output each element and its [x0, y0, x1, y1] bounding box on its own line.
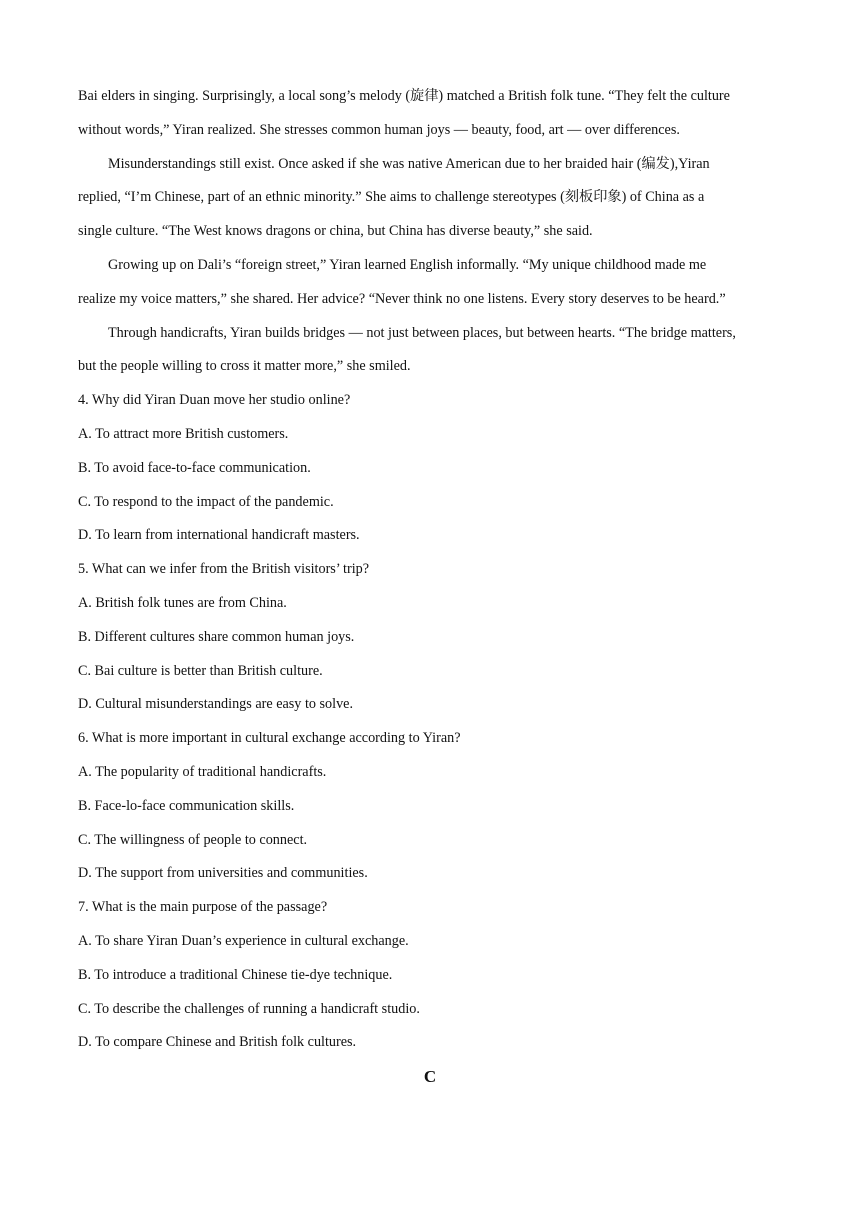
passage-line: Misunderstandings still exist. Once asked if she was native American due to her braided hair (编发),Yiran	[108, 155, 710, 172]
option-d: D. Cultural misunderstandings are easy to solve.	[78, 696, 354, 713]
option-c: C. To describe the challenges of running a handicraft studio.	[78, 1000, 420, 1017]
option-a: A. To attract more British customers.	[78, 425, 289, 442]
passage	[78, 80, 788, 384]
option-b: B. To introduce a traditional Chinese tie-dye technique.	[78, 966, 393, 983]
option-a: A. British folk tunes are from China.	[78, 594, 287, 611]
question-text: 4. Why did Yiran Duan move her studio online?	[78, 392, 351, 409]
passage-line: Through handicrafts, Yiran builds bridges — not just between places, but between hearts. “The bridge matters,	[108, 324, 736, 341]
passage-line: Growing up on Dali’s “foreign street,” Yiran learned English informally. “My unique childhood made me	[108, 256, 707, 273]
question-5	[78, 553, 788, 722]
option-c: C. To respond to the impact of the pandemic.	[78, 493, 334, 510]
option-a: A. To share Yiran Duan’s experience in cultural exchange.	[78, 932, 409, 949]
option-b: B. To avoid face-to-face communication.	[78, 459, 311, 476]
question-text: 7. What is the main purpose of the passage?	[78, 899, 328, 916]
passage-line: Bai elders in singing. Surprisingly, a local song’s melody (旋律) matched a British folk tune. “They felt the culture	[78, 88, 730, 104]
option-b: B. Different cultures share common human joys.	[78, 628, 355, 645]
section-heading: C	[423, 1067, 437, 1086]
document-page	[78, 80, 788, 1060]
question-text: 6. What is more important in cultural exchange according to Yiran?	[78, 730, 461, 747]
option-d: D. The support from universities and communities.	[78, 865, 368, 882]
question-6	[78, 722, 788, 891]
question-text: 5. What can we infer from the British visitors’ trip?	[78, 561, 370, 578]
question-4	[78, 384, 788, 553]
option-c: C. The willingness of people to connect.	[78, 831, 308, 848]
option-d: D. To compare Chinese and British folk cultures.	[78, 1034, 357, 1051]
option-a: A. The popularity of traditional handicrafts.	[78, 763, 327, 780]
passage-line: but the people willing to cross it matter more,” she smiled.	[78, 358, 411, 375]
question-7	[78, 891, 788, 1060]
passage-line: realize my voice matters,” she shared. Her advice? “Never think no one listens. Every story deserves to be heard.”	[78, 290, 726, 307]
passage-line: single culture. “The West knows dragons or china, but China has diverse beauty,” she said.	[78, 223, 593, 240]
option-c: C. Bai culture is better than British culture.	[78, 662, 323, 679]
option-d: D. To learn from international handicraft masters.	[78, 527, 360, 544]
passage-line: without words,” Yiran realized. She stresses common human joys — beauty, food, art — over differences.	[78, 121, 680, 138]
passage-line: replied, “I’m Chinese, part of an ethnic minority.” She aims to challenge stereotypes (刻板印象) of China as a	[78, 189, 705, 206]
option-b: B. Face-lo-face communication skills.	[78, 797, 295, 814]
